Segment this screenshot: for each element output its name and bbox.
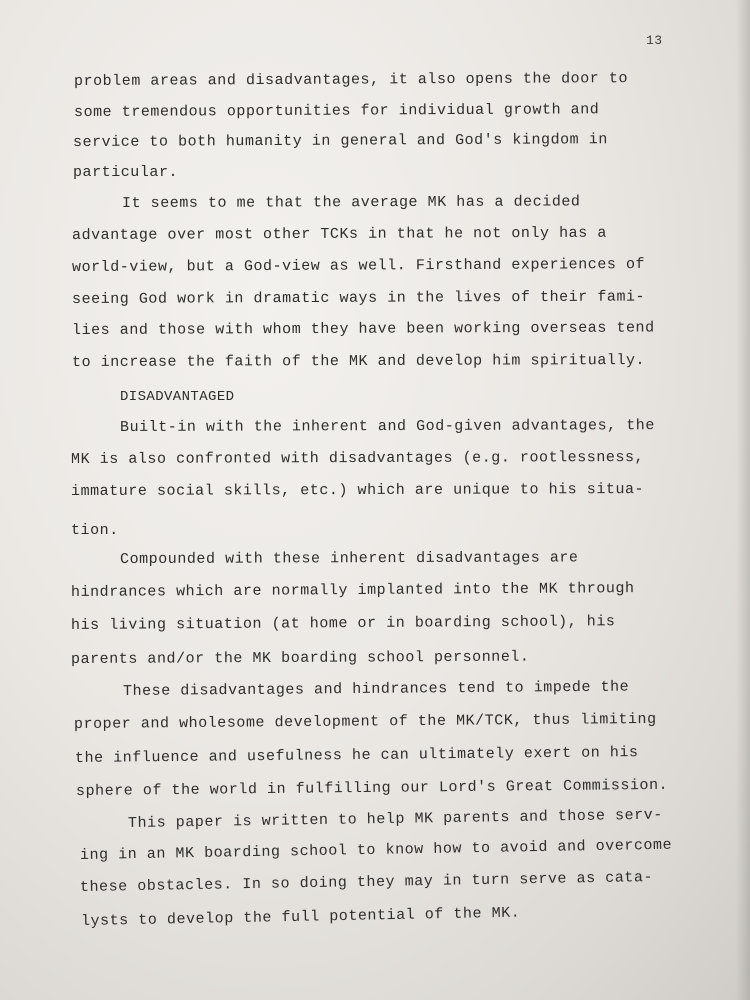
section-heading: DISADVANTAGED: [120, 389, 235, 405]
text-line: This paper is written to help MK parents and those serv-: [127, 806, 663, 832]
text-line: parents and/or the MK boarding school personnel.: [70, 648, 530, 668]
text-line: sphere of the world in fulfilling our Lord's Great Commission.: [75, 776, 669, 800]
text-line: particular.: [73, 164, 179, 181]
text-line: immature social skills, etc.) which are unique to his situa-: [70, 480, 645, 500]
text-line: these obstacles. In so doing they may in turn serve as cata-: [79, 868, 654, 896]
text-line: MK is also confronted with disadvantages (e.g. rootlessness,: [70, 448, 645, 468]
text-line: advantage over most other TCKs in that he not only has a: [71, 224, 607, 244]
text-line: Built-in with the inherent and God-given advantages, the: [119, 417, 655, 436]
text-line: problem areas and disadvantages, it also opens the door to: [73, 70, 629, 90]
text-line: tion.: [71, 522, 119, 539]
text-line: to increase the faith of the MK and develop him spiritually.: [71, 351, 646, 371]
text-line: It seems to me that the average MK has a decided: [121, 193, 581, 212]
text-line: Compounded with these inherent disadvantages are: [119, 549, 579, 568]
text-line: his living situation (at home or in boarding school), his: [70, 613, 616, 634]
text-line: hindrances which are normally implanted into the MK through: [70, 580, 635, 601]
text-line: proper and wholesome development of the MK/TCK, thus limiting: [73, 710, 657, 733]
text-line: ing in an MK boarding school to know how to avoid and overcome: [79, 836, 673, 864]
page-number: 13: [646, 33, 663, 48]
text-line: lysts to develop the full potential of the MK.: [80, 904, 521, 930]
text-line: some tremendous opportunities for individual growth and: [73, 101, 600, 121]
text-line: the influence and usefulness he can ultimately exert on his: [74, 744, 639, 767]
text-line: seeing God work in dramatic ways in the lives of their fami-: [71, 288, 646, 308]
text-line: lies and those with whom they have been working overseas tend: [71, 319, 655, 339]
text-line: world-view, but a God-view as well. Firsthand experiences of: [71, 255, 646, 276]
text-line: These disadvantages and hindrances tend to impede the: [122, 678, 630, 700]
text-line: service to both humanity in general and God's kingdom in: [72, 131, 608, 151]
